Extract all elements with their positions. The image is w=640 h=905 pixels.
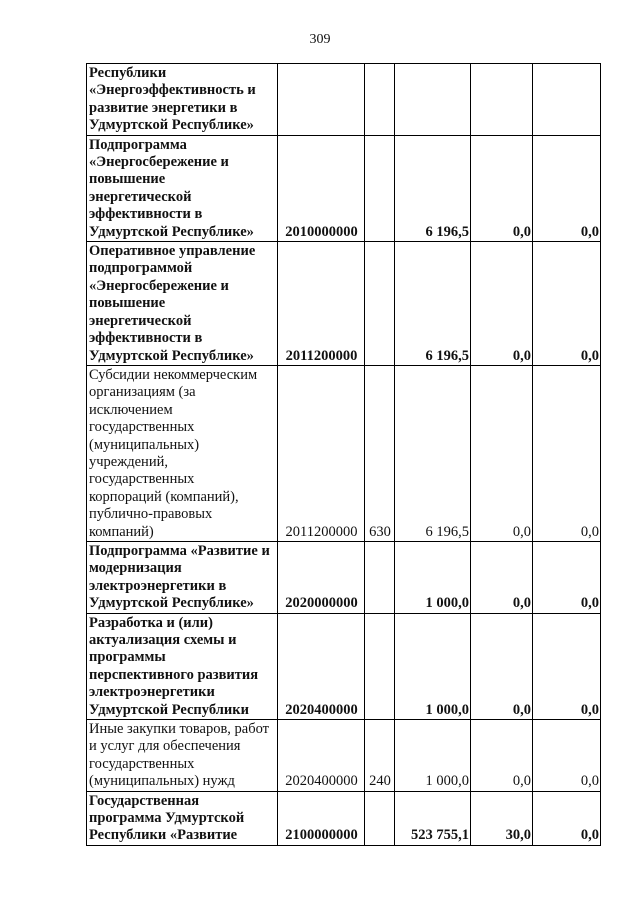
target-code-cell: 2011200000 bbox=[278, 365, 365, 541]
amount-cell bbox=[395, 64, 471, 136]
expense-type-cell bbox=[365, 791, 395, 845]
budget-table-body bbox=[87, 64, 601, 846]
amount-3-cell: 0,0 bbox=[533, 613, 601, 719]
amount-3-cell: 0,0 bbox=[533, 791, 601, 845]
expense-type-cell: 240 bbox=[365, 720, 395, 792]
target-code-cell bbox=[278, 64, 365, 136]
amount-2-cell: 0,0 bbox=[471, 135, 533, 241]
item-name-cell: Подпрограмма «Энергосбережение и повышение энергетической эффективности в Удмуртской Республике» bbox=[87, 135, 278, 241]
table-row bbox=[87, 135, 601, 241]
table-row bbox=[87, 613, 601, 719]
target-code-cell: 2020400000 bbox=[278, 613, 365, 719]
amount-2-cell: 0,0 bbox=[471, 613, 533, 719]
table-row bbox=[87, 64, 601, 136]
amount-cell: 6 196,5 bbox=[395, 242, 471, 366]
amount-2-cell: 0,0 bbox=[471, 541, 533, 613]
item-name-cell: Республики «Энергоэффективность и развитие энергетики в Удмуртской Республике» bbox=[87, 64, 278, 136]
expense-type-cell bbox=[365, 242, 395, 366]
budget-table bbox=[86, 63, 601, 846]
expense-type-cell: 630 bbox=[365, 365, 395, 541]
target-code-cell: 2020400000 bbox=[278, 720, 365, 792]
table-row bbox=[87, 791, 601, 845]
item-name-cell: Субсидии некоммерческим организациям (за исключением государственных (муниципальных) учреждений, государственных корпораций (компаний), публично-правовых компаний) bbox=[87, 365, 278, 541]
amount-cell: 6 196,5 bbox=[395, 365, 471, 541]
amount-2-cell: 0,0 bbox=[471, 365, 533, 541]
target-code-cell: 2011200000 bbox=[278, 242, 365, 366]
amount-3-cell: 0,0 bbox=[533, 365, 601, 541]
item-name-cell: Разработка и (или) актуализация схемы и программы перспективного развития электроэнергетики Удмуртской Республики bbox=[87, 613, 278, 719]
expense-type-cell bbox=[365, 541, 395, 613]
target-code-cell: 2010000000 bbox=[278, 135, 365, 241]
target-code-cell: 2100000000 bbox=[278, 791, 365, 845]
table-row bbox=[87, 365, 601, 541]
page-number: 309 bbox=[309, 32, 331, 47]
expense-type-cell bbox=[365, 64, 395, 136]
amount-2-cell: 30,0 bbox=[471, 791, 533, 845]
expense-type-cell bbox=[365, 135, 395, 241]
amount-cell: 1 000,0 bbox=[395, 720, 471, 792]
amount-3-cell: 0,0 bbox=[533, 135, 601, 241]
table-row bbox=[87, 242, 601, 366]
table-row bbox=[87, 720, 601, 792]
amount-2-cell bbox=[471, 64, 533, 136]
amount-3-cell: 0,0 bbox=[533, 541, 601, 613]
item-name-cell: Иные закупки товаров, работ и услуг для обеспечения государственных (муниципальных) нужд bbox=[87, 720, 278, 792]
item-name-cell: Подпрограмма «Развитие и модернизация электроэнергетики в Удмуртской Республике» bbox=[87, 541, 278, 613]
item-name-cell: Оперативное управление подпрограммой «Энергосбережение и повышение энергетической эффективности в Удмуртской Республике» bbox=[87, 242, 278, 366]
amount-2-cell: 0,0 bbox=[471, 720, 533, 792]
amount-3-cell bbox=[533, 64, 601, 136]
amount-3-cell: 0,0 bbox=[533, 242, 601, 366]
amount-cell: 523 755,1 bbox=[395, 791, 471, 845]
amount-3-cell: 0,0 bbox=[533, 720, 601, 792]
amount-cell: 1 000,0 bbox=[395, 541, 471, 613]
item-name-cell: Государственная программа Удмуртской Республики «Развитие bbox=[87, 791, 278, 845]
amount-cell: 6 196,5 bbox=[395, 135, 471, 241]
amount-cell: 1 000,0 bbox=[395, 613, 471, 719]
expense-type-cell bbox=[365, 613, 395, 719]
target-code-cell: 2020000000 bbox=[278, 541, 365, 613]
amount-2-cell: 0,0 bbox=[471, 242, 533, 366]
table-row bbox=[87, 541, 601, 613]
